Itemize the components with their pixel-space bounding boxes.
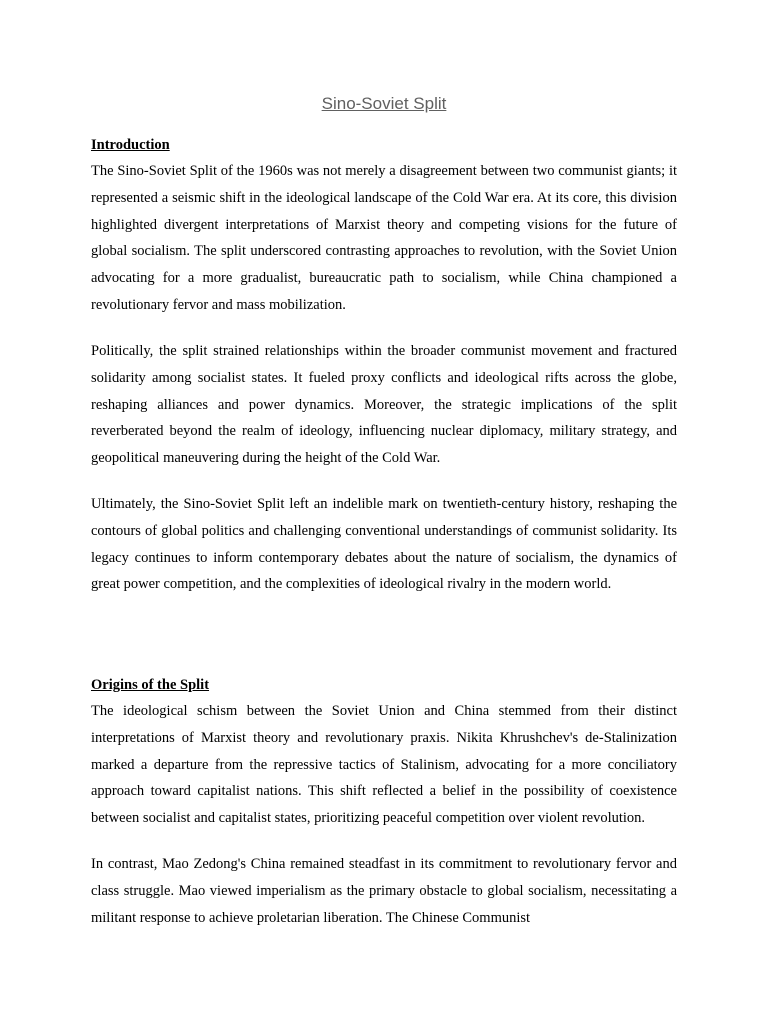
origins-paragraph-1: The ideological schism between the Soviet Union and China stemmed from their distinct interpretations of Marxist theory and revolutionary praxis. Nikita Khrushchev's de-Stalinization marked a departure from the repressive tactics of Stalinism, advocating for a more conciliatory approach toward capitalist nations. This shift reflected a belief in the possibility of coexistence between socialist and capitalist states, prioritizing peaceful competition over violent revolution. [91,703,677,827]
intro-paragraph-3: Ultimately, the Sino-Soviet Split left an indelible mark on twentieth-century history, reshaping the contours of global politics and challenging conventional understandings of communist solidarity. Its legacy continues to inform contemporary debates about the nature of socialism, the dynamics of great power competition, and the complexities of ideological rivalry in the modern world. [91,496,677,593]
section-heading-introduction: Introduction [91,137,170,153]
intro-paragraph-1: The Sino-Soviet Split of the 1960s was not merely a disagreement between two communist giants; it represented a seismic shift in the ideological landscape of the Cold War era. At its core, this division highlighted divergent interpretations of Marxist theory and competing visions for the future of global socialism. The split underscored contrasting approaches to revolution, with the Soviet Union advocating for a more gradualist, bureaucratic path to socialism, while China championed a revolutionary fervor and mass mobilization. [91,163,677,313]
section-heading-origins: Origins of the Split [91,677,210,693]
origins-paragraph-2: In contrast, Mao Zedong's China remained steadfast in its commitment to revolutionary fervor and class struggle. Mao viewed imperialism as the primary obstacle to global socialism, necessitating a militant response to achieve proletarian liberation. The Chinese Communist [91,856,677,926]
document-title: Sino-Soviet Split [321,94,447,113]
intro-paragraph-2: Politically, the split strained relationships within the broader communist movement and fractured solidarity among socialist states. It fueled proxy conflicts and ideological rifts across the globe, reshaping alliances and power dynamics. Moreover, the strategic implications of the split reverberated beyond the realm of ideology, influencing nuclear diplomacy, military strategy, and geopolitical maneuvering during the height of the Cold War. [91,343,677,467]
